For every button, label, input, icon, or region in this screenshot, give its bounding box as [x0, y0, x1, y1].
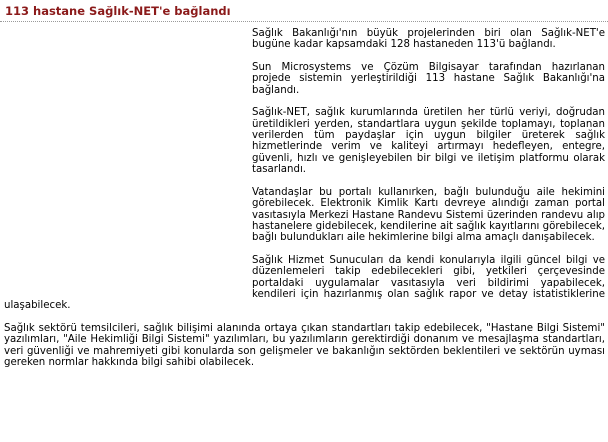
article-paragraph-3: Sağlık-NET, sağlık kurumlarında üretilen her türlü veriyi, doğrudan üretildikleri yerden, standartlara uygun şekilde toplamayı, toplanan verilerden tüm paydaşlar için uygun bilgiler üreterek sağlık hizmetlerinde verim ve kaliteyi artırmayı hedefleyen, entegre, güvenli, hızlı ve genişleyebilen bir bilgi ve iletişim platformu olarak tasarlandı. — [252, 107, 605, 176]
headline-divider — [0, 21, 608, 22]
article-paragraph-6: Sağlık sektörü temsilcileri, sağlık bilişimi alanında ortaya çıkan standartları takip edebilecek, "Hastane Bilgi Sistemi" yazılımları, "Aile Hekimliği Bilgi Sistemi" yazılımları, bu yazılımların gerektirdiği donanım ve mesajlaşma standartları, veri güvenliği ve mahremiyeti gibi konularda son gelişmeler ve bakanlığın sektörden beklentileri ve sektörün uyması gereken normlar hakkında bilgi sahibi olabilecek. — [4, 322, 605, 368]
article-headline: 113 hastane Sağlık-NET'e bağlandı — [5, 4, 231, 18]
article-paragraph-4: Vatandaşlar bu portalı kullanırken, bağlı bulunduğu aile hekimini görebilecek. Elektronik Kimlik Kartı devreye alındığı zaman portal vasıtasıyla Merkezi Hastane Randevu Sistemi üzerinden randevu alıp hastanelere gidebilecek, kendilerine ait sağlık kayıtlarını görebilecek, bağlı bulundukları aile hekimlerine bilgi alma amaçlı danışabilecek. — [252, 186, 605, 244]
article-image-placeholder — [4, 28, 252, 298]
article-paragraph-2: Sun Microsystems ve Çözüm Bilgisayar tarafından hazırlanan projede sistemin yerleştirildiği 113 hastane Sağlık Bakanlığı'na bağlandı. — [252, 62, 605, 96]
article-paragraph-1: Sağlık Bakanlığı'nın büyük projelerinden biri olan Sağlık-NET'e bugüne kadar kapsamdaki 128 hastaneden 113'ü bağlandı. — [252, 28, 605, 51]
article-paragraph-5: Sağlık Hizmet Sunucuları da kendi konularıyla ilgili güncel bilgi ve düzenlemeleri takip edebilecekleri gibi, yetkileri çerçevesinde portaldaki uygulamalar vasıtasıyla veri bildirimi yapabilecek, kendileri için hazırlanmış olan sağlık rapor ve detay istatistiklerine ulaşabilecek. — [4, 254, 605, 312]
article-body — [4, 28, 605, 368]
